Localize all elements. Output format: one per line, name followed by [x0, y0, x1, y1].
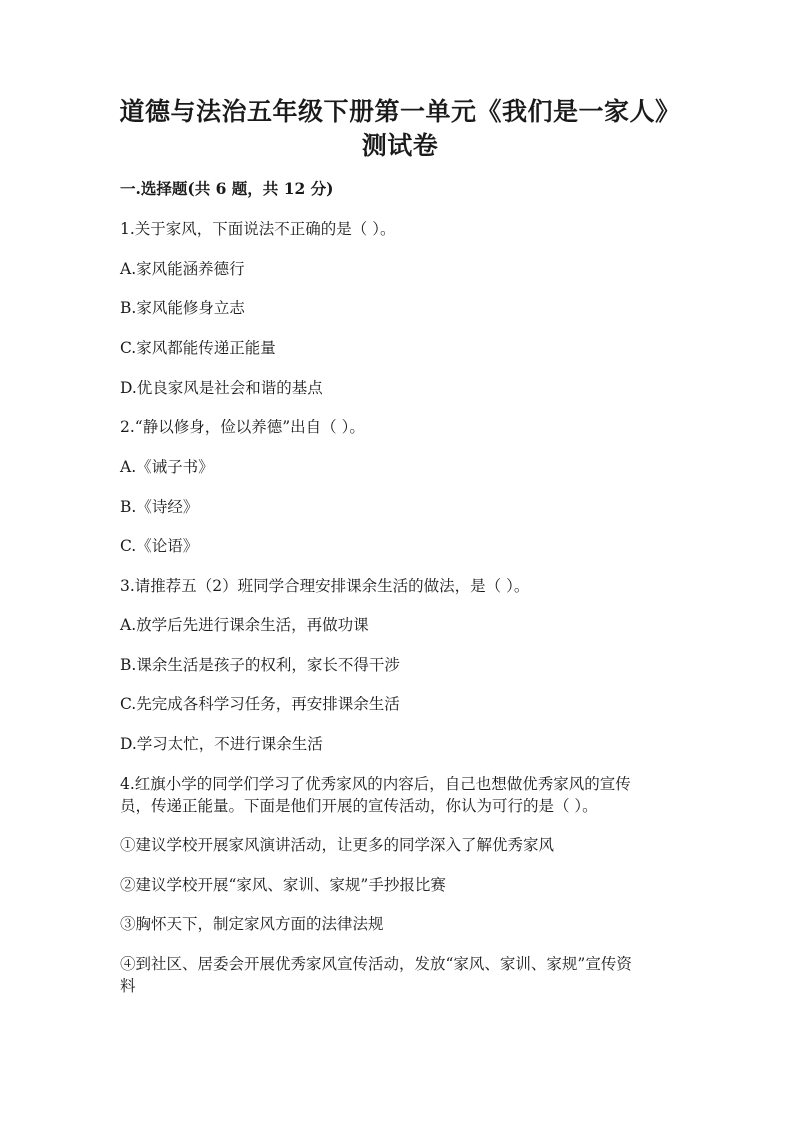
question-4-stem-cont: 员，传递正能量。下面是他们开展的宣传活动，你认为可行的是（ ）。 [120, 797, 598, 815]
section-heading: 一.选择题(共 6 题，共 12 分) [120, 179, 334, 198]
question-2-option-c: C.《论语》 [120, 537, 199, 555]
question-2-option-a: A.《诫子书》 [120, 458, 214, 476]
question-2-option-b: B.《诗经》 [120, 498, 199, 516]
question-1-option-b: B.家风能修身立志 [120, 299, 245, 317]
question-1-stem: 1.关于家风，下面说法不正确的是（ ）。 [120, 220, 396, 238]
question-4-item-2: ②建议学校开展“家风、家训、家规”手抄报比赛 [120, 876, 446, 894]
question-3-option-a: A.放学后先进行课余生活，再做功课 [120, 616, 369, 634]
question-3-option-c: C.先完成各科学习任务，再安排课余生活 [120, 695, 400, 713]
question-4-item-4: ④到社区、居委会开展优秀家风宣传活动，发放“家风、家训、家规”宣传资 [120, 955, 632, 973]
question-1-option-a: A.家风能涵养德行 [120, 260, 245, 278]
document-title: 道德与法治五年级下册第一单元《我们是一家人》 [119, 97, 681, 126]
question-2-stem: 2.“静以修身，俭以养德”出自（ ）。 [120, 418, 365, 436]
question-3-option-d: D.学习太忙，不进行课余生活 [120, 735, 323, 753]
question-3-stem: 3.请推荐五（2）班同学合理安排课余生活的做法，是（ ）。 [120, 577, 530, 595]
question-4-item-3: ③胸怀天下，制定家风方面的法律法规 [120, 915, 384, 933]
question-4-item-1: ①建议学校开展家风演讲活动，让更多的同学深入了解优秀家风 [120, 836, 555, 854]
question-1-option-c: C.家风都能传递正能量 [120, 339, 276, 357]
question-1-option-d: D.优良家风是社会和谐的基点 [120, 379, 323, 397]
question-3-option-b: B.课余生活是孩子的权利，家长不得干涉 [120, 656, 400, 674]
question-4-item-4-cont: 料 [120, 977, 136, 995]
question-4-stem: 4.红旗小学的同学们学习了优秀家风的内容后，自己也想做优秀家风的宣传 [120, 775, 631, 793]
document-title-line2: 测试卷 [361, 131, 439, 160]
